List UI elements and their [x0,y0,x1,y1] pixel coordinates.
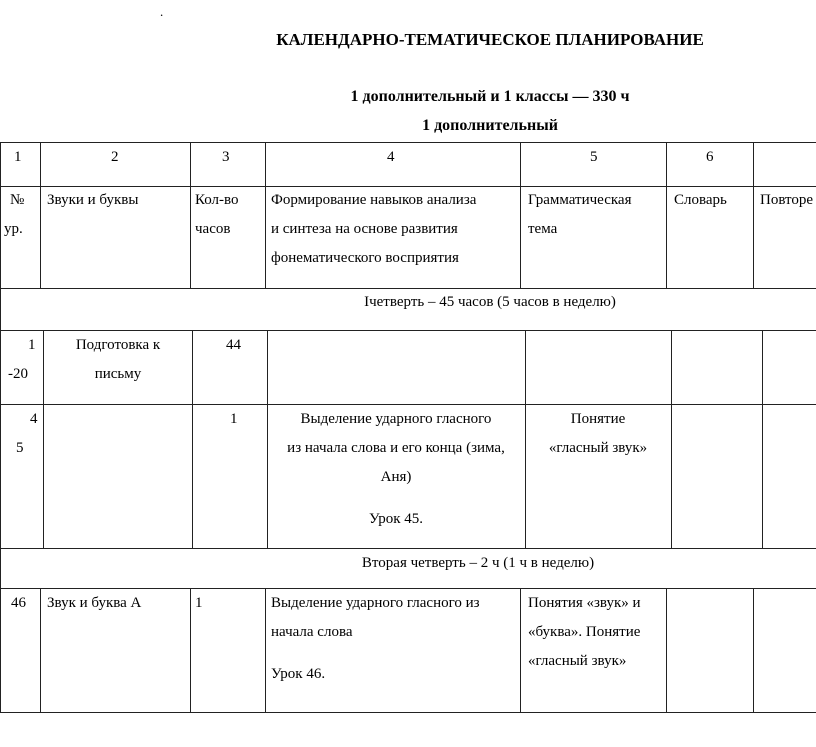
row-number: 46 [11,595,26,611]
grid-line [190,142,191,288]
header-skills: фонематического восприятия [271,250,459,266]
grid-line [753,142,754,288]
row-skills: Выделение ударного гласного из [271,595,480,611]
row-lesson: Урок 46. [271,666,326,682]
quarter-row: Вторая четверть – 2 ч (1 ч в неделю) [361,555,595,571]
grid-line [520,142,521,288]
header-grammar: тема [528,221,558,237]
header-vocab: Словарь [674,192,727,208]
col-number: 5 [590,149,598,165]
grid-line [265,588,266,712]
row-sounds: Звук и буква А [47,595,142,611]
row-skills: Аня) [380,469,412,485]
grid-line [762,330,763,548]
grid-line [43,330,44,548]
col-number: 6 [706,149,714,165]
col-number: 4 [387,149,395,165]
row-number: 4 [30,411,38,427]
row-skills: Выделение ударного гласного [300,411,492,427]
row-grammar: «гласный звук» [528,653,627,669]
grid-line [671,330,672,548]
row-hours: 1 [230,411,238,427]
quarter-row: Iчетверть – 45 часов (5 часов в неделю) [364,294,616,310]
row-grammar: Понятие [570,411,626,427]
header-hours: Кол-во [195,192,239,208]
section-title: 1 дополнительный [422,117,558,134]
row-number: 5 [16,440,24,456]
row-skills: из начала слова и его конца (зима, [287,440,505,456]
grid-line [520,588,521,712]
header-repeat: Повторе [760,192,814,208]
header-grammar: Грамматическая [528,192,632,208]
row-number: 1 [28,337,36,353]
grid-line [40,142,41,288]
row-number: -20 [8,366,28,382]
grid-line [192,330,193,548]
header-number: № [10,192,25,208]
col-number: 3 [222,149,230,165]
document-title: КАЛЕНДАРНО-ТЕМАТИЧЕСКОЕ ПЛАНИРОВАНИЕ [276,30,704,49]
grid-line [0,712,816,713]
grid-line [40,588,41,712]
grid-line [666,588,667,712]
col-number: 2 [111,149,119,165]
header-number: ур. [4,221,23,237]
col-number: 1 [14,149,22,165]
header-sounds: Звуки и буквы [47,192,139,208]
grid-line [190,588,191,712]
grid-line [265,142,266,288]
row-lesson: Урок 45. [368,511,424,527]
row-grammar: «буква». Понятие [528,624,641,640]
grid-line [0,142,1,712]
row-skills: начала слова [271,624,353,640]
row-hours: 1 [195,595,203,611]
row-sounds: письму [94,366,142,382]
grid-line [0,142,816,143]
header-hours: часов [195,221,231,237]
row-grammar: «гласный звук» [548,440,648,456]
row-hours: 44 [226,337,241,353]
header-skills: Формирование навыков анализа [271,192,477,208]
grid-line [753,588,754,712]
document-subtitle: 1 дополнительный и 1 классы — 330 ч [350,88,630,105]
row-sounds: Подготовка к [75,337,161,353]
row-grammar: Понятия «звук» и [528,595,641,611]
stray-dot: . [160,4,164,19]
header-skills: и синтеза на основе развития [271,221,458,237]
grid-line [666,142,667,288]
